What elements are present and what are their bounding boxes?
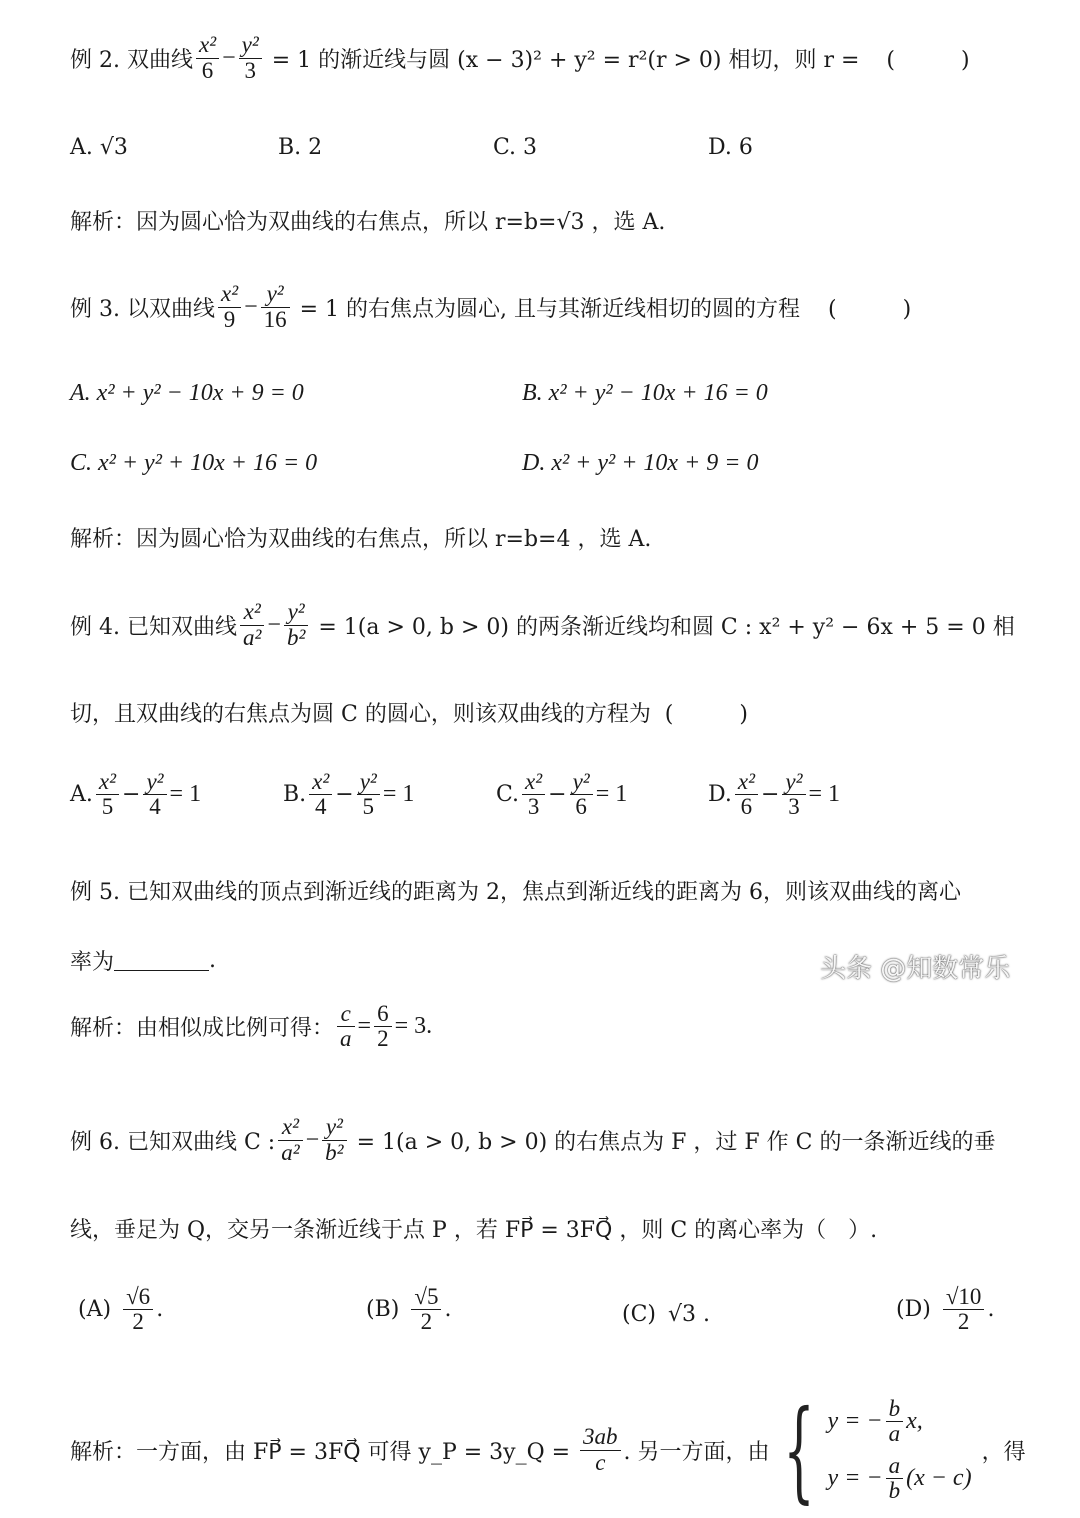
example-6-analysis: 解析：一方面，由 FP⃗ = 3FQ⃗ 可得 y_P = 3y_Q = $\frac{3ab}{c}$ . 另一方面，由 { y = − $\frac{b}{a}$ x, y = − $\frac{a}{b}$ (x − c) ，得 — [70, 1386, 1026, 1514]
answer-paren: ( ) — [828, 296, 912, 322]
option-d: D. x² + y² + 10x + 9 = 0 — [522, 450, 759, 476]
option-a: A. √3 — [70, 135, 128, 160]
fraction: $\frac{\text{x²}}{\text{a²}}$ — [278, 1115, 302, 1164]
option-c: (C) √3 . — [622, 1302, 711, 1327]
answer-blank — [114, 950, 209, 971]
example-5-analysis: 解析：由相似成比例可得： $\frac{c}{a}$ = $\frac{6}{2}$ = 3. — [70, 1001, 433, 1052]
fraction: $\frac{\text{x²}}{9}$ — [218, 282, 241, 331]
option-d: (D) $\frac{√10}{2}$ . — [896, 1284, 995, 1335]
question-text-line2: 切，且双曲线的右焦点为圆 C 的圆心，则该双曲线的方程为 ( ) — [70, 702, 748, 727]
question-text: = 1(a > 0, b > 0) 的两条渐近线均和圆 C : x² + y² − 6x + 5 = 0 相 — [311, 614, 1015, 640]
equation-system: y = − $\frac{b}{a}$ x, y = − $\frac{a}{b}$ (x − c) — [827, 1395, 972, 1504]
minus: − — [244, 293, 258, 320]
question-text: = 1 的右焦点为圆心, 且与其渐近线相切的圆的方程 — [292, 296, 801, 322]
fraction: $\frac{\text{y²}}{\text{b²}}$ — [322, 1115, 346, 1164]
option-a: A. x² + y² − 10x + 9 = 0 — [70, 380, 304, 406]
option-b: B. 2 — [278, 135, 323, 160]
example-label: 例 6. 已知双曲线 C : — [70, 1129, 276, 1155]
option-c: C. $\frac{\text{x²}}{3}$ − $\frac{\text{y²}}{6}$ = 1 — [496, 769, 628, 820]
fraction: $\frac{\text{x²}}{6}$ — [196, 33, 219, 82]
option-b: B. $\frac{\text{x²}}{4}$ − $\frac{\text{y²}}{5}$ = 1 — [283, 769, 415, 820]
example-6-question — [70, 1105, 996, 1175]
question-text-line2: 线，垂足为 Q，交另一条渐近线于点 P ，若 FP⃗ = 3FQ⃗ ，则 C 的离心率为（ ）. — [70, 1218, 878, 1243]
option-a: A. $\frac{\text{x²}}{5}$ − $\frac{\text{y²}}{4}$ = 1 — [70, 769, 202, 820]
option-a: (A) $\frac{√6}{2}$ . — [78, 1284, 164, 1335]
example-2-question — [70, 23, 970, 93]
minus: − — [267, 611, 281, 638]
question-text: = 1(a > 0, b > 0) 的右焦点为 F ，过 F 作 C 的一条渐近线的垂 — [349, 1129, 996, 1155]
example-label: 例 3. 以双曲线 — [70, 296, 215, 322]
option-d: D. 6 — [708, 135, 753, 160]
left-brace: { — [782, 1386, 815, 1514]
option-c: C. 3 — [493, 135, 538, 160]
fraction: $\frac{\text{y²}}{\text{b²}}$ — [284, 600, 308, 649]
example-5-line2: 率为 . — [70, 948, 217, 975]
question-text: = 1 的渐近线与圆 (x − 3)² + y² = r²(r > 0) 相切，则 r = — [264, 47, 867, 73]
option-c: C. x² + y² + 10x + 16 = 0 — [70, 450, 318, 476]
option-b: (B) $\frac{√5}{2}$ . — [366, 1284, 452, 1335]
analysis: 解析：因为圆心恰为双曲线的右焦点，所以 r=b=√3 ，选 A. — [70, 210, 666, 235]
answer-paren: ( ) — [886, 47, 970, 73]
analysis: 解析：因为圆心恰为双曲线的右焦点，所以 r=b=4 ，选 A. — [70, 527, 652, 552]
example-5-question: 例 5. 已知双曲线的顶点到渐近线的距离为 2，焦点到渐近线的距离为 6，则该双曲线的离心 — [70, 880, 961, 905]
fraction: $\frac{\text{y²}}{16}$ — [261, 282, 290, 331]
fraction: $\frac{\text{y²}}{3}$ — [239, 33, 262, 82]
fraction: $\frac{\text{x²}}{\text{a²}}$ — [240, 600, 264, 649]
watermark: 头条 @知数常乐 — [820, 954, 1011, 984]
example-3-question — [70, 272, 911, 342]
example-label: 例 4. 已知双曲线 — [70, 614, 237, 640]
minus: − — [305, 1126, 320, 1153]
example-label: 例 2. 双曲线 — [70, 47, 193, 73]
option-d: D. $\frac{\text{x²}}{6}$ − $\frac{\text{y²}}{3}$ = 1 — [708, 769, 841, 820]
example-4-question — [70, 590, 1015, 660]
option-b: B. x² + y² − 10x + 16 = 0 — [522, 380, 768, 406]
minus: − — [222, 44, 236, 71]
